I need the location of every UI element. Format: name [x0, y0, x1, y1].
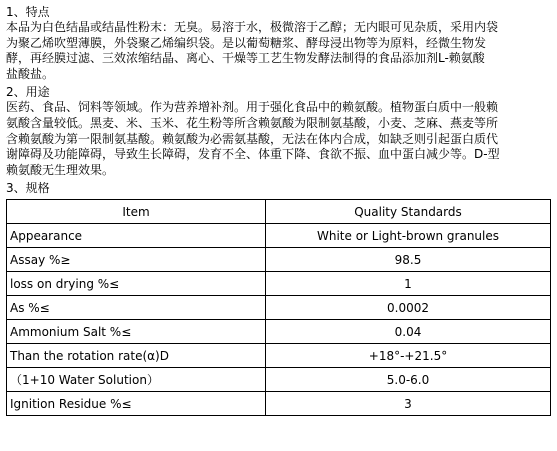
- spec-item-cell: （1+10 Water Solution）: [7, 368, 266, 392]
- section-heading-uses: 2、用途: [6, 85, 50, 100]
- spec-item-cell: Ammonium Salt %≤: [7, 320, 266, 344]
- features-line: 盐酸盐。: [6, 66, 55, 81]
- spec-value-cell: 0.04: [266, 320, 551, 344]
- spec-value-cell: White or Light-brown granules: [266, 224, 551, 248]
- section-specs: [6, 180, 551, 196]
- uses-line: 含赖氨酸为第一限制氨基酸。赖氨酸为必需氨基酸，无法在体内合成，如缺乏则引起蛋白质代: [6, 131, 499, 146]
- features-line: 酵，再经膜过滤、三效浓缩结晶、离心、干燥等工艺生物发酵法制得的食品添加剂L-赖氨酸: [6, 51, 485, 66]
- section-uses: [6, 84, 551, 178]
- table-row: [7, 320, 551, 344]
- spec-value-cell: 0.0002: [266, 296, 551, 320]
- spec-item-cell: Appearance: [7, 224, 266, 248]
- spec-item-cell: loss on drying %≤: [7, 272, 266, 296]
- uses-line: 氨酸含量较低。黑麦、米、玉米、花生粉等所含赖氨酸为限制氨基酸，小麦、芝麻、燕麦等所: [6, 115, 499, 130]
- section-heading-features: 1、特点: [6, 5, 50, 19]
- features-line: 本品为白色结晶或结晶性粉末：无臭。易溶于水，极微溶于乙醇；无内眼可见杂质，采用内袋: [6, 20, 499, 34]
- table-row: [7, 392, 551, 416]
- table-row: [7, 224, 551, 248]
- spec-item-cell: Than the rotation rate(α)D: [7, 344, 266, 368]
- uses-line: 医药、食品、饲料等领域。作为营养增补剂。用于强化食品中的赖氨酸。植物蛋白质中一般赖: [6, 100, 499, 115]
- spec-value-cell: +18°-+21.5°: [266, 344, 551, 368]
- spec-value-cell: 5.0-6.0: [266, 368, 551, 392]
- spec-header-standard: Quality Standards: [266, 200, 551, 224]
- spec-item-cell: Ignition Residue %≤: [7, 392, 266, 416]
- spec-value-cell: 3: [266, 392, 551, 416]
- section-heading-specs: 3、规格: [6, 181, 50, 196]
- table-row: [7, 296, 551, 320]
- table-row: [7, 344, 551, 368]
- spec-item-cell: As %≤: [7, 296, 266, 320]
- spec-value-cell: 98.5: [266, 248, 551, 272]
- uses-line: 赖氨酸无生理效果。: [6, 162, 115, 177]
- spec-value-cell: 1: [266, 272, 551, 296]
- features-line: 为聚乙烯吹塑薄膜，外袋聚乙烯编织袋。是以葡萄糖浆、酵母浸出物等为原料，经微生物发: [6, 35, 487, 50]
- spec-item-cell: Assay %≥: [7, 248, 266, 272]
- table-row: [7, 368, 551, 392]
- spec-header-item: Item: [7, 200, 266, 224]
- spec-table-header-row: [7, 200, 551, 224]
- table-row: [7, 248, 551, 272]
- section-features: [6, 4, 551, 82]
- uses-line: 谢障碍及功能障碍，导致生长障碍，发育不全、体重下降、食欲不振、血中蛋白减少等。D-型: [6, 147, 500, 162]
- spec-table: [6, 199, 551, 416]
- table-row: [7, 272, 551, 296]
